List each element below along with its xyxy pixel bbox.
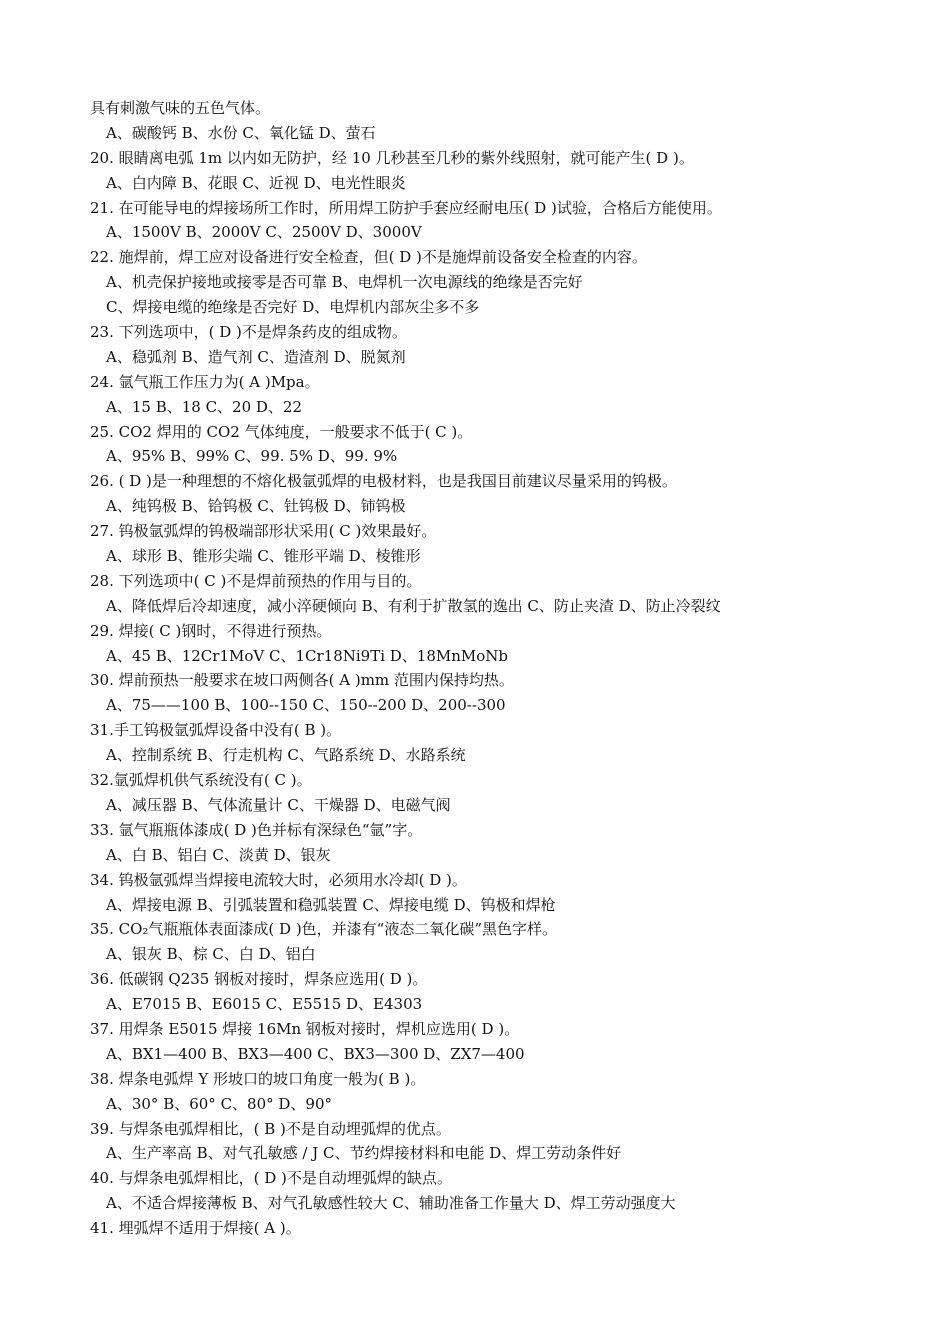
question-line: 29. 焊接( C )钢时，不得进行预热。 xyxy=(90,621,332,640)
question-line: 具有刺激气味的五色气体。 xyxy=(90,99,271,117)
question-line: 41. 埋弧焊不适用于焊接( A )。 xyxy=(90,1219,301,1238)
question-line: 37. 用焊条 E5015 焊接 16Mn 钢板对接时，焊机应选用( D )。 xyxy=(90,1019,520,1038)
question-line: 22. 施焊前，焊工应对设备进行安全检查，但( D )不是施焊前设备安全检查的内容。 xyxy=(90,248,647,267)
options-line: C、焊接电缆的绝缘是否完好 D、电焊机内部灰尘多不多 xyxy=(106,298,480,317)
question-line: 36. 低碳钢 Q235 钢板对接时，焊条应选用( D )。 xyxy=(90,970,428,989)
question-line: 32.氩弧焊机供气系统没有( C )。 xyxy=(90,771,312,790)
options-line: A、白内障 B、花眼 C、近视 D、电光性眼炎 xyxy=(106,173,406,192)
options-line: A、E7015 B、E6015 C、E5515 D、E4303 xyxy=(106,995,423,1014)
options-line: A、球形 B、锥形尖端 C、锥形平端 D、棱锥形 xyxy=(106,547,421,566)
question-line: 26. ( D )是一种理想的不熔化极氩弧焊的电极材料，也是我国目前建议尽量采用的钨极。 xyxy=(90,472,677,491)
question-line: 20. 眼睛离电弧 1m 以内如无防护，经 10 几秒甚至几秒的紫外线照射，就可能产生( D )。 xyxy=(90,148,694,167)
question-line: 28. 下列选项中( C )不是焊前预热的作用与目的。 xyxy=(90,571,422,590)
question-line: 24. 氩气瓶工作压力为( A )Mpa。 xyxy=(90,372,320,391)
question-line: 31.手工钨极氩弧焊设备中没有( B )。 xyxy=(90,721,342,740)
options-line: A、BX1—400 B、BX3—400 C、BX3—300 D、ZX7—400 xyxy=(106,1044,525,1063)
options-line: A、降低焊后冷却速度，减小淬硬倾向 B、有利于扩散氢的逸出 C、防止夹渣 D、防止冷裂纹 xyxy=(106,596,721,615)
options-line: A、15 B、18 C、20 D、22 xyxy=(106,397,303,416)
options-line: A、30° B、60° C、80° D、90° xyxy=(106,1094,333,1113)
options-line: A、95% B、99% C、99. 5% D、99. 9% xyxy=(106,447,398,466)
options-line: A、减压器 B、气体流量计 C、干燥器 D、电磁气阀 xyxy=(106,795,451,814)
options-line: A、1500V B、2000V C、2500V D、3000V xyxy=(106,223,422,242)
question-line: 34. 钨极氩弧焊当焊接电流较大时，必须用水冷却( D )。 xyxy=(90,870,467,889)
options-line: A、不适合焊接薄板 B、对气孔敏感性较大 C、辅助准备工作量大 D、焊工劳动强度大 xyxy=(106,1194,676,1213)
options-line: A、75——100 B、100--150 C、150--200 D、200--300 xyxy=(106,696,506,715)
question-line: 30. 焊前预热一般要求在坡口两侧各( A )mm 范围内保持均热。 xyxy=(90,671,514,690)
question-line: 40. 与焊条电弧焊相比，( D )不是自动埋弧焊的缺点。 xyxy=(90,1169,452,1188)
question-line: 39. 与焊条电弧焊相比，( B )不是自动埋弧焊的优点。 xyxy=(90,1119,451,1138)
options-line: A、焊接电源 B、引弧装置和稳弧装置 C、焊接电缆 D、钨极和焊枪 xyxy=(106,895,556,914)
question-line: 21. 在可能导电的焊接场所工作时，所用焊工防护手套应经耐电压( D )试验，合格后方能使用。 xyxy=(90,198,722,217)
question-line: 25. CO2 焊用的 CO2 气体纯度，一般要求不低于( C )。 xyxy=(90,422,473,441)
options-line: A、纯钨极 B、铪钨极 C、钍钨极 D、铈钨极 xyxy=(106,497,406,516)
options-line: A、银灰 B、棕 C、白 D、铝白 xyxy=(106,945,316,964)
options-line: A、稳弧剂 B、造气剂 C、造渣剂 D、脱氮剂 xyxy=(106,347,406,366)
options-line: A、碳酸钙 B、水份 C、氧化锰 D、萤石 xyxy=(106,123,376,142)
options-line: A、机壳保护接地或接零是否可靠 B、电焊机一次电源线的绝缘是否完好 xyxy=(106,273,583,292)
options-line: A、生产率高 B、对气孔敏感 / J C、节约焊接材料和电能 D、焊工劳动条件好 xyxy=(106,1144,622,1163)
question-line: 35. CO₂气瓶瓶体表面漆成( D )色，并漆有“液态二氧化碳”黑色字样。 xyxy=(90,920,558,939)
options-line: A、白 B、铝白 C、淡黄 D、银灰 xyxy=(106,845,331,864)
question-line: 33. 氩气瓶瓶体漆成( D )色并标有深绿色“氩”字。 xyxy=(90,820,423,839)
options-line: A、45 B、12Cr1MoV C、1Cr18Ni9Ti D、18MnMoNb xyxy=(106,646,509,665)
options-line: A、控制系统 B、行走机构 C、气路系统 D、水路系统 xyxy=(106,746,466,765)
document-page xyxy=(90,96,920,1241)
question-line: 38. 焊条电弧焊 Y 形坡口的坡口角度一般为( B )。 xyxy=(90,1069,426,1088)
question-line: 23. 下列选项中，( D )不是焊条药皮的组成物。 xyxy=(90,323,407,342)
question-line: 27. 钨极氩弧焊的钨极端部形状采用( C )效果最好。 xyxy=(90,522,437,541)
